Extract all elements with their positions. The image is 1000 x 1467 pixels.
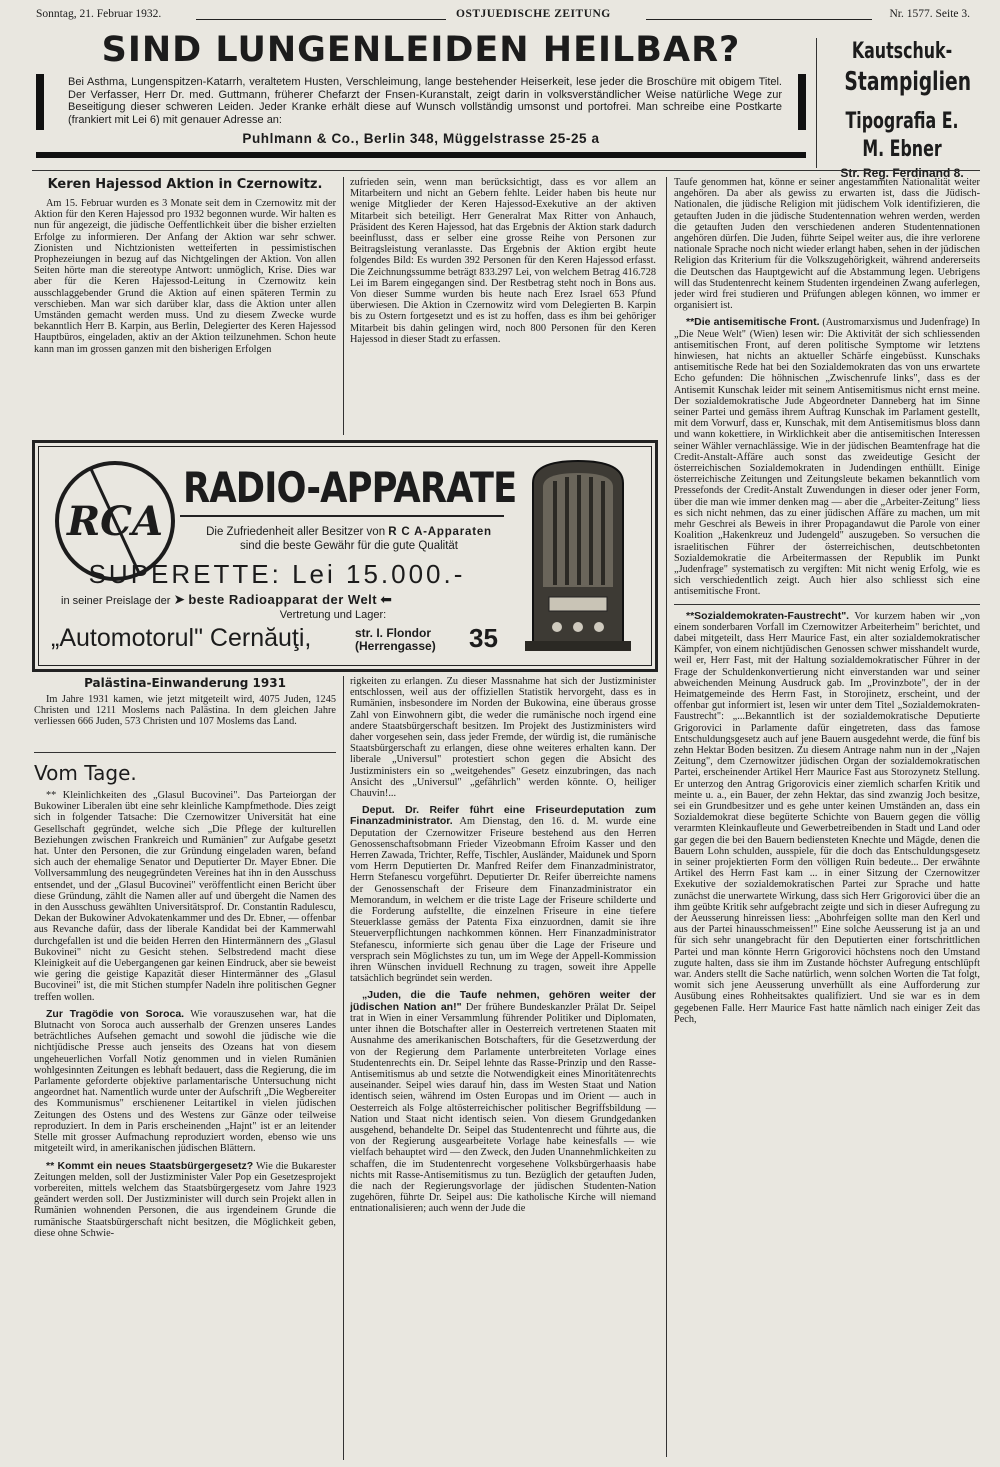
ad-line-3: Tipografia E. M. Ebner: [845, 109, 959, 162]
price-line: [61, 593, 521, 608]
radio-subtitle: [149, 525, 549, 553]
article-text: zufrieden sein, wenn man berücksichtigt, dass es vor allem an Mitarbeitern und nicht an Gebern fehlte. Leider haben bis heute nur wenige Mitglieder der Keren Hajessod-Exekutive an der aktiven Mitarbeit sich beteiligt. Herr Generalrat Max Ritter von Anhauch, Präsident des Keren Hajessod, hat das Ergebnis der Aktion stark dadurch beeinflusst, dass er selber eine grosse Reihe von Personen zur Beitragsleistung veranlasste. Das Ergebnis der Aktion ergibt heute folgendes Bild: Es wurden 392 Personen für den Keren Hajessod erfasst. Die Zeichnungssumme beträgt 833.297 Lei, von welchem Betrag 416.728 Lei im Barem eingegangen sind. Der Restbetrag steht noch in Bons aus. Von dieser Summe wurden bis heute nach Erez Israel 653 Pfund überwiesen. Die Aktion in Czernowitz wird vom Delegierten B. Karpin bis zu Ostern fortgesetzt und es ist zu hoffen, dass es ihm bei gehöriger Mitarbeit bis dahin gelingen wird, noch 800 Personen für den Keren Hajessod in dieser Stadt zu erfassen.: [350, 177, 656, 345]
stampiglien-ad: [822, 38, 982, 180]
ad-bar-left: [36, 74, 44, 130]
section-rule: [32, 170, 980, 171]
dealer-name: „Automotorul" Cernăuţi,: [51, 624, 312, 652]
column-rule: [666, 177, 667, 1457]
subtitle-line-2: sind die beste Gewähr für die gute Qualität: [240, 540, 458, 552]
ad-line-2: Stampiglien: [844, 67, 972, 97]
column-rule: [343, 676, 344, 1460]
article-text: ** Kleinlichkeiten des „Glasul Bucovinei". Das Parteiorgan der Bukowiner Liberalen übt eine sehr kleinliche Kampfmethode. Dies zeigt sich in folgender Tatsache: Die Czernowitzer Universität hat eine Gesellschaft gegründet, welche sich „Die Pflege der kulturellen Beziehungen zwischen Frankreich und Rumänien" zur Aufgabe gesetzt hat. Unter den Personen, die zur Gründung eingeladen waren, befand sich auch der ehemalige Senator und Deputierter Dr. Mayer Ebner. Die Vollversammlung des neugegründeten Vereines hat ihn in den Ausschuss entsendet, und der „Glasul Bucovinei" veröffentlicht einen Bericht über diese Gründung, zählt die Namen aller auf und übergeht die Namen des in den Ausschuss gewählten Universitätsprof. Dr. Constantin Radulescu, Dekan der Bukowiner Advokatenkammer und des Dr. Ebner, — offenbar aus Revanche dafür, dass der liberale Kandidat bei der Kammerwahl durchgefallen ist und die beiden Herren den Hintermännern des „Glasul Bukovinei" nicht zu Gesicht stehen. Selbstredend macht diese Kleinigkeit auf die Uebergangenen gar keinen Eindruck, aber sie beweist wie gering die geistige Kapazität dieser Hintermänner des „Glasul Bucovinei" ist, die mit Stichen stumpfer Nadeln ihre politischen Gegner treffen wollen.: [34, 790, 336, 1003]
street-alt-name: (Herrengasse): [355, 639, 436, 653]
article-subhead: Deput. Dr. Reifer führt eine Friseurdeputation zum Finanzadministrator.: [350, 804, 656, 828]
street-number: 35: [469, 623, 498, 653]
head-rule-right: [646, 19, 872, 20]
column-rule: [343, 177, 344, 435]
ad-bar-right: [798, 74, 806, 130]
article-text: Taufe genommen hat, könne er seiner angestammten Nationalität weiter angehören. Da aber als gewiss zu erwarten ist, dass die Jüdisch-Nationalen, die jüdische Religion mit jüdischem Volk identifizieren, die getauften Juden in die jüdische Studentennation wehren werden, werden die getauften Juden den verschiedenen anderen Studentennationen angehören dürfen. Die Juden, führte Seipel weiter aus, die ihre verlorene nationale Sprache noch nicht wieder erlangt haben, sehen in der jüdischen Religion das Kriterium für die Volkszugehörigkeit, während andererseits die Deutschen das Hauptgewicht auf die Abstammung legen. Uebrigens will das Studentenrecht keinem Studenten irgendeinen Zwang auferlegen, jeder wird frei studieren und Prüfungen ablegen können, wo immer er organisiert ist.: [674, 177, 980, 312]
article-paragraph: [34, 1161, 336, 1239]
article-paragraph: [34, 1009, 336, 1155]
rca-logo-text: RCA: [66, 498, 164, 545]
article-text: (Austromarxismus und Judenfrage) In „Die Neue Welt" (Wien) lesen wir: Die Aktivität der sich schliessenden antisemitischen Front, auf deren politische Symptome wir letztens hinwiesen, hat nichts an aktueller Schärfe eingebüsst. Kunschaks antisemitische Rede hat bei den Sozialdemokraten das von uns erwartete Echo gefunden: Die höhnischen „Zwischenrufe links", dass es der Antisemit Kunschak leider mit seinem Antisemitismus nicht ernst meine. Der sozialdemokratische Jude Abgeordneter Danneberg hat im Sinne seiner Partei und gemäss ihrem Auftrag Kunschak im Parlament gestellt, mit dem Vorwurf, dass er, Kunschak, mit dem Antisemitismus bloss dann und wann kokettiere, in Wirklichkeit aber die antisemitischen Interessen seiner Wähler vernachlässige. Wie in der jüdischen Beamtenfrage hat die Credit-Anstalt-Affäre auch sonst das zweideutige Gesicht der österreichischen Sozialdemokraten in Judendingen enthüllt. Einige österreichische Zeitungen und Zeitungsleute bekamen bekanntlich vom Pressefonds der Credit-Anstalt Zuwendungen in dieser oder jener Form, über die man wie immer denken mag — aber die „Arbeiter-Zeitung" liess es sich nicht nehmen, das zu einer jüdischen Affäre zu machen, um mit mehr Geschrei als Beweis in ihrer Propagandawut die Parole von einer Koalition „Hakenkreuz und Judengeld" auszugeben. So versuchen die israelitischen Führer der österreichischen, deutschbetonten Sozialdemokratie die Arbeitermassen der Republik im Punkt „Judenfrage" systematisch zu vergiften: Mit nicht wenig Erfolg, wie es sich verschiedentlich zeigt. Auch hier also schliesst sich eine antisemitische Front.: [674, 317, 980, 598]
article-paragraph: [350, 805, 656, 984]
paper-name: OSTJUEDISCHE ZEITUNG: [456, 8, 611, 20]
subtitle-brand: R C A-Apparaten: [388, 526, 492, 538]
article-paragraph: [674, 317, 980, 597]
arrow-right-icon: ➤: [173, 591, 186, 607]
article-text: Am 15. Februar wurden es 3 Monate seit dem in Czernowitz mit der Aktion für den Keren Hajessod pro 1932 begonnen wurde. Wir halten es nun für angezeigt, die jüdische Oeffentlichkeit über die bisher erzielten Erfolge zu informieren. Der Anfang der Aktion war sehr schwer. Zionisten und Nichtzionisten wetteiferten in pessimistischen Prophezeiungen in bezug auf das Nichtgelingen der Aktion. Von allen Seiten hörte man die stereotype Antwort: unmöglich, Krise. Dies war aber für die Keren Hajessod-Leitung in Czernowitz kein ausschlaggebender Grund die Aktion auf einen späteren Termin zu verschieben. Man war sich darüber klar, dass die Aktion unter allen Umständen gemacht werden muss. Und zu diesem Zwecke wurde bekanntlich Herr B. Karpin, aus Berlin, Delegierter des Keren Hajessod Hauptbüros, eingeladen, aktiv an der Aktion teilzunehmen. Schon heute kann man im grossen ganzen mit den bisherigen Erfolgen: [34, 198, 336, 355]
lungenleiden-ad: [32, 30, 810, 160]
palaestina-article: [34, 676, 336, 742]
ad-bottom-bar: [36, 152, 806, 158]
arrow-left-icon: ⬅: [380, 591, 392, 607]
rca-radio-ad: [32, 440, 658, 672]
article-subhead: Zur Tragödie von Soroca.: [46, 1007, 185, 1020]
subtitle-line-1: Die Zufriedenheit aller Besitzer von: [206, 526, 386, 538]
article-text: Wie vorauszusehen war, hat die Blutnacht von Soroca auch ausserhalb der Grenzen unseres Landes beträchtliches Aufsehen gemacht und sowohl die jüdische wie die nichtjüdische Presse auch jenseits des Ozeans hat von diesem ungeheuerlichen Vorfall Notiz genommen und in vielen Rumänien wohlgesinnten Zeitungen es lebhaft bedauert, dass die Regierung, die im Parlamente geforderte objektive parlamentarische Untersuchung nicht angeordnet hat. Namentlich wurde unter der Aufschrift „Die Wegbereiter des Kommunismus" erschienener Leitartikel in vielen jüdischen Zeitungen des Ostens und des Westens zur Gänze oder teilweise reproduziert. In dem in Paris erscheinenden „Hajnt" ist er an leitender Stelle mit grosser Aufmachung reproduziert worden, ebenso wie uns mitgeteilt wird, in amerikanischen jüdischen Blättern.: [34, 1008, 336, 1155]
running-head: [36, 8, 980, 24]
section-rule: [34, 752, 336, 753]
keren-article-col2: [350, 177, 656, 433]
article-text: Vor kurzem haben wir „von einem sonderbaren Vorfall im Czernowitzer Arbeiterheim" berichtet, und dabei mitgeteilt, dass Herr Maurice Fast, ein alter sozialdemokratischer Kämpfer, von einem nichtjüdischen Genossen schwer misshandelt wurde, weil er, Herr Fast, mit der Haltung sozialdemokratischer Führer in der Frage der Schuldenkonvertierung nicht einverstanden war und seiner abweichenden Meinung Ausdruck gab. Im „Provinzbote", der in der Heimatgemeinde des Herrn Fast, in Storojinetz, erscheint, und der offenbar gut informiert ist, lesen wir unter dem Titel „Sozialdemokraten-Faustrecht": „...Bekanntlich ist der sozialdemokratische Deputierte Grigorovici in Parlamente dafür eingetreten, dass das famose Entschuldungsgesetz auch auf jene Bauern ausgedehnt werde, die fünf bis zehn Hektar Boden besitzen. Zu diesem Antrage nahm nun in der „Najen Zeitung", dem Czernowitzer jüdischen Organ der sozialdemokratischen Partei, erscheinender Artikel Herr Maurice Fast aus Storozynetz Stellung. Er unterzog den Antrag Grigorovicis einer ziemlich scharfen Kritik und meinte u. a., ein Bauer, der zehn Hektar, das sind zwanzig Joch besitze, sei ein Grundbesitzer und es gehe unter keinen Umständen an, dass ein Sozialdemokrat diese begüterte Schichte von Bauern gegen die völlig verarmten Kleinkaufleute und Gewerbetreibenden in Stadt und Land oder gar gegen die bei den Bauern bediensteten Knechte und Mägde, denen die Bauern Lohn schulden, ausspiele, für die doch das Entschuldungsgesetz in seiner projektierten Form den völligen Ruin bedeute... Der erwähnte Artikel des Herrn Fast kam ... in einer Sitzung der Czernowitzer Exekutive der sozialdemokratischen Partei zur Sprache und hatte zunächst die unerwartete Wirkung, dass sich Herr Grigorovici über die an ihm geübte Kritik sehr aufgebracht zeigte und sich in dieser Aufregung zu der Aeusserung hinreissen liess: „Abohrfeigen sollte man den Kerl und aus der Partei hinausschmeissen!" Eine solche Aeusserung ist ja an und für sich sehr unangebracht für den Deputierten einer fortschrittlichen Partei und man könnte Herrn Grigorovici höchstens noch den Umstand zugute halten, dass sie ihm im Zustande höchster Aufregung entschlüpft war. Anders stellt die Sache natürlich, wenn solchen Worten die Tat folgt, womit sich jene Aeusserung unverhüllt als eine Aufforderung zur Ausübung eines Rohheitsaktes qualifiziert. Und sie war es in dem gegebenen Falle. Herr Maurice Fast hatte nämlich nach einiger Zeit das Pech,: [674, 610, 980, 1025]
ad-body: Bei Asthma, Lungenspitzen-Katarrh, veraltetem Husten, Verschleimung, lange bestehender Heiserkeit, lese jeder die Broschüre mit obigem Titel. Der Verfasser, Herr Dr. med. Guttmann, früherer Chefarzt der Fnsen-Kuranstalt, zeigt darin in volksverständlicher Weise natürliche Wege zur Beseitigung dieser schweren Leiden. Jeder Kranke erhält diese auf Wunsch vollständig umsonst und portofrei. Man schreibe eine Postkarte (frankiert mit Lei 6) mit genauer Adresse an:: [68, 76, 782, 126]
ad-headline: SIND LUNGENLEIDEN HEILBAR?: [101, 30, 741, 70]
article-subhead: ** Kommt ein neues Staatsbürgergesetz?: [46, 1159, 254, 1172]
section-rule: [674, 604, 980, 605]
article-headline: Palästina-Einwanderung 1931: [84, 676, 286, 690]
price-claim: beste Radioapparat der Welt: [188, 592, 378, 607]
article-subhead: **Die antisemitische Front.: [686, 316, 820, 329]
article-paragraph: [674, 611, 980, 1026]
article-subhead: „Juden, die die Taufe nehmen, gehören weiter der jüdischen Nation an!": [350, 989, 656, 1013]
title-underline: [180, 515, 504, 517]
radio-title: RADIO-APPARATE: [183, 463, 517, 512]
article-text: rigkeiten zu erlangen. Zu dieser Massnahme hat sich der Justizminister entschlossen, weil aus der offiziellen Statistik hervorgeht, dass es in Rumänien, insbesondere im Norden der Bukowina, eine überaus grosse Zahl von Einwohnern gibt, die weder die rumänische noch irgend eine andere Staatsbürgerschaft besitzen. Im Projekt des Justizministers wird daher vorgesehen sein, dass jeder Fremde, der würdig ist, die rumänische Staatsbürgerschaft zu erlangen, diese ohne weiteres erhalten kann. Der liberale „Universul" protestiert schon gegen die Absicht des Justizministers ein so „weitgehendes" Gesetz einzubringen, das nach Ansicht des „Universul" „gefährlich" werden könnte. O, heiliger Chauvin!...: [350, 676, 656, 800]
head-rule-left: [196, 19, 446, 20]
ad-address: Puhlmann & Co., Berlin 348, Müggelstrasse 25-25 a: [242, 131, 600, 146]
issue-date: Sonntag, 21. Februar 1932.: [36, 8, 162, 20]
issue-number: Nr. 1577. Seite 3.: [889, 8, 970, 20]
vom-tage-col2: [350, 676, 656, 1460]
article-text: Im Jahre 1931 kamen, wie jetzt mitgeteilt wird, 4075 Juden, 1245 Christen und 1211 Moslems nach Palästina. In dem gleichen Jahre verliessen 666 Juden, 573 Christen und 107 Moslems das Land.: [34, 694, 336, 728]
article-subhead: **Sozialdemokraten-Faustrecht".: [686, 609, 850, 622]
dealer-street: [355, 627, 465, 653]
column-rule: [816, 38, 817, 168]
representation-label: Vertretung und Lager:: [279, 609, 387, 621]
ad-line-1: Kautschuk-: [851, 39, 953, 64]
ad-line-4: Str. Reg. Ferdinand 8.: [840, 166, 964, 180]
keren-article-col1: [34, 177, 336, 433]
article-text: Der frühere Bundeskanzler Prälat Dr. Seipel trat in Wien in einer Versammlung führender Politiker und Diplomaten, unter ihnen die Botschafter aller in Oesterreich vertretenen Staaten mit Ausnahme des amerikanischen Botschafters, für die Gesetzwerdung der von der Regierung dem Parlamente unterbreiteten Vorlage eines Studentenrechts ein. Dr. Seipel lehnte das Rasse-Prinzip und den Rasse-Antisemitismus ab und setzte die Notwendigkeit eines Minoritätenrechts auseinander. Seipel wies darauf hin, dass im Westen Staat und Nation identisch seien, während im Osten Europas und im Orient — auch in Oesterreich als Folge altösterreichischer politischer Begriffsbildung — Nation und Staat nicht identisch seien. Von diesem Grundgedanken ausgehend, behandelte Dr. Seipel das Studentenrecht und führte aus, die von der Regierung ausgearbeitete Vorlage habe keinesfalls — wie vielfach behauptet wird — den Zweck, den Juden Unannehmlichkeiten zu schaffen, die im Studentenrecht vorgesehene Volksbürgerhaasis habe nichts mit Rasse-Antisemitismus zu tun. Bezüglich der getauften Juden, die nach der Regierungsvorlage der jüdischen Studenten-Nation zugehören, führte Dr. Seipel aus: Die katholische Kirche will niemand entnationalisieren; auch wenn der Jude die: [350, 1001, 656, 1215]
radio-cabinet-image: [515, 457, 641, 655]
superette-price: SUPERETTE: Lei 15.000.-: [88, 559, 466, 589]
article-text: Am Dienstag, den 16. d. M. wurde eine Deputation der Czernowitzer Friseure bestehend aus den Herren Genossenschaftsobmann Frieder Vizeobmann Efroim Kasser und den Herren Zawada, Trichter, Reffe, Tischler, Ausländer, Maidunek und Sporn vom Herrn Deputierten Dr. Manfred Reifer dem Finanzadministrator, Herrn Stefanescu vorgeführt. Deputierter Dr. Reifer überreichte namens der Genossenschaft der Friseure dem Finanzadministrator ein Memorandum, in welchem er die triste Lage der Friseure schilderte und die Forderung aufstellte, die einzelnen Friseure in eine tiefere Steuerklasse gemäss der Patenta Fixa einzuordnen, damit sie ihre Steuerverpflichtungen nachkommen können. Herr Finanzadministrator Stefanescu, informierte sich genau über die Lage der Friseure und versprach sein Möglichstes zu tun, um im Wege der Appell-Kommission ihren Wünschen inviduell Rechnung zu tragen, soweit ihre Appelle tatsächlich begründet sein werden.: [350, 816, 656, 985]
vom-tage-col3: [674, 177, 980, 1460]
section-title: Vom Tage.: [34, 761, 137, 785]
article-text: Wie die Bukarester Zeitungen melden, soll der Justizminister Valer Pop ein Gesetzesprojekt vorbereiten, mittels welchem das Staatsbürgergesetz vom Jahre 1923 geändert werden soll. Der Justizminister will durch sein Projekt allen in Rumänien wohnenden Personen, die aus irgendeinem Grunde die rumänische Staatsbürgerschaft nicht besitzen, die Möglichkeit geben, diese ohne Schwie-: [34, 1160, 336, 1239]
article-headline: Keren Hajessod Aktion in Czernowitz.: [47, 177, 323, 192]
article-paragraph: [350, 990, 656, 1214]
vom-tage-col1: [34, 760, 336, 1460]
street-name: str. I. Flondor: [355, 626, 432, 640]
price-prefix: in seiner Preislage der: [61, 595, 171, 607]
